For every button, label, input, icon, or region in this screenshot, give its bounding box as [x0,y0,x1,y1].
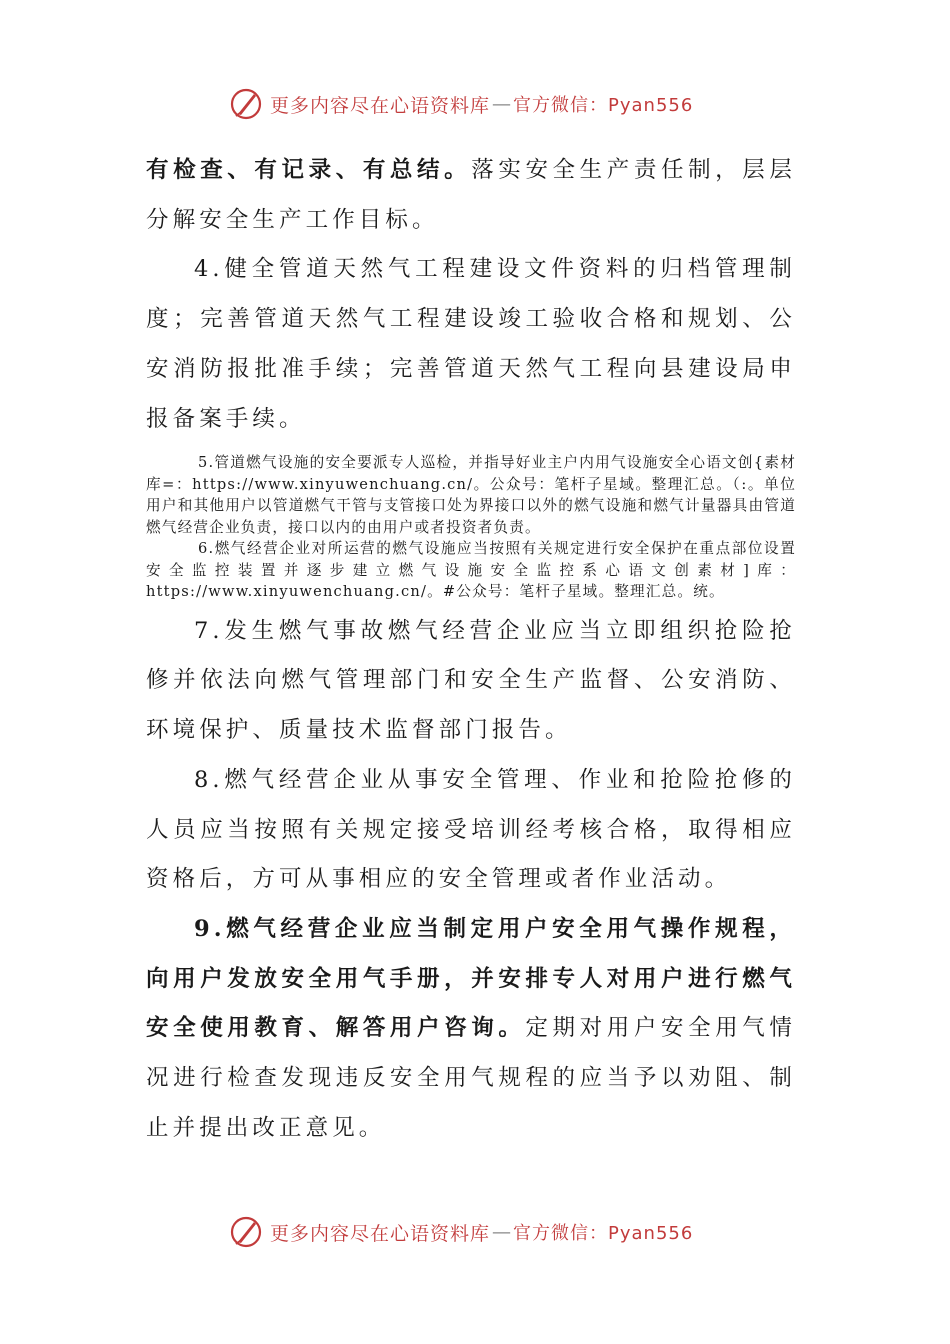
paragraph-8: 8.燃气经营企业从事安全管理、作业和抢险抢修的人员应当按照有关规定接受培训经考核合格，取得相应资格后，方可从事相应的安全管理或者作业活动。 [146,766,796,893]
banner-contact: 官方微信：Pyan556 [513,95,694,116]
document-body [146,146,796,1153]
banner-brand: 更多内容尽在心语资料库 [270,1222,491,1245]
paragraph-9 [146,905,796,1154]
paragraph-3-continuation [146,146,796,245]
bold-text: 9.燃气经营企业应当制定用户安全用气操作规程，向用户发放安全用气手册，并安排专人对用户进行燃气安全使用教育、解答用户咨询。 [146,915,796,1042]
paragraph-7: 7.发生燃气事故燃气经营企业应当立即组织抢险抢修并依法向燃气管理部门和安全生产监督、公安消防、环境保护、质量技术监督部门报告。 [146,617,796,744]
banner-contact: 官方微信：Pyan556 [513,1223,694,1244]
bold-text: 有检查、有记录、有总结。 [146,157,472,183]
banner-separator: — [492,93,512,115]
plain-text: 定期对用户安全用气情况进行检查发现违反安全用气规程的应当予以劝阻、制止并提出改正意见。 [146,1015,796,1141]
paragraph-6: 6.燃气经营企业对所运营的燃气设施应当按照有关规定进行安全保护在重点部位设置安全监控装置并逐步建立燃气设施安全监控系心语文创素材]库：https://www.xinyuwenchuang.cn/。#公众号：笔杆子星域。整理汇总。统。 [146,540,796,601]
paragraph-5: 5.管道燃气设施的安全要派专人巡检，并指导好业主户内用气设施安全心语文创{素材库=：https://www.xinyuwenchuang.cn/。公众号：笔杆子星域。整理汇总。（:。单位用户和其他用户以管道燃气干管与支管接口处为界接口以外的燃气设施和燃气计量器具由管道燃气经营企业负责，接口以内的由用户或者投资者负责。 [146,454,796,536]
banner-brand: 更多内容尽在心语资料库 [270,94,491,117]
paragraph-4: 4.健全管道天然气工程建设文件资料的归档管理制度；完善管道天然气工程建设竣工验收合格和规划、公安消防报批准手续；完善管道天然气工程向县建设局申报备案手续。 [146,256,796,432]
header-banner [228,84,748,124]
banner-separator: — [492,1221,512,1243]
quill-pen-circle-icon [228,86,264,122]
footer-banner [228,1212,748,1252]
quill-pen-circle-icon [228,1214,264,1250]
plain-text: 落实安全生产责任制，层层分解安全生产工作目标。 [146,157,796,233]
